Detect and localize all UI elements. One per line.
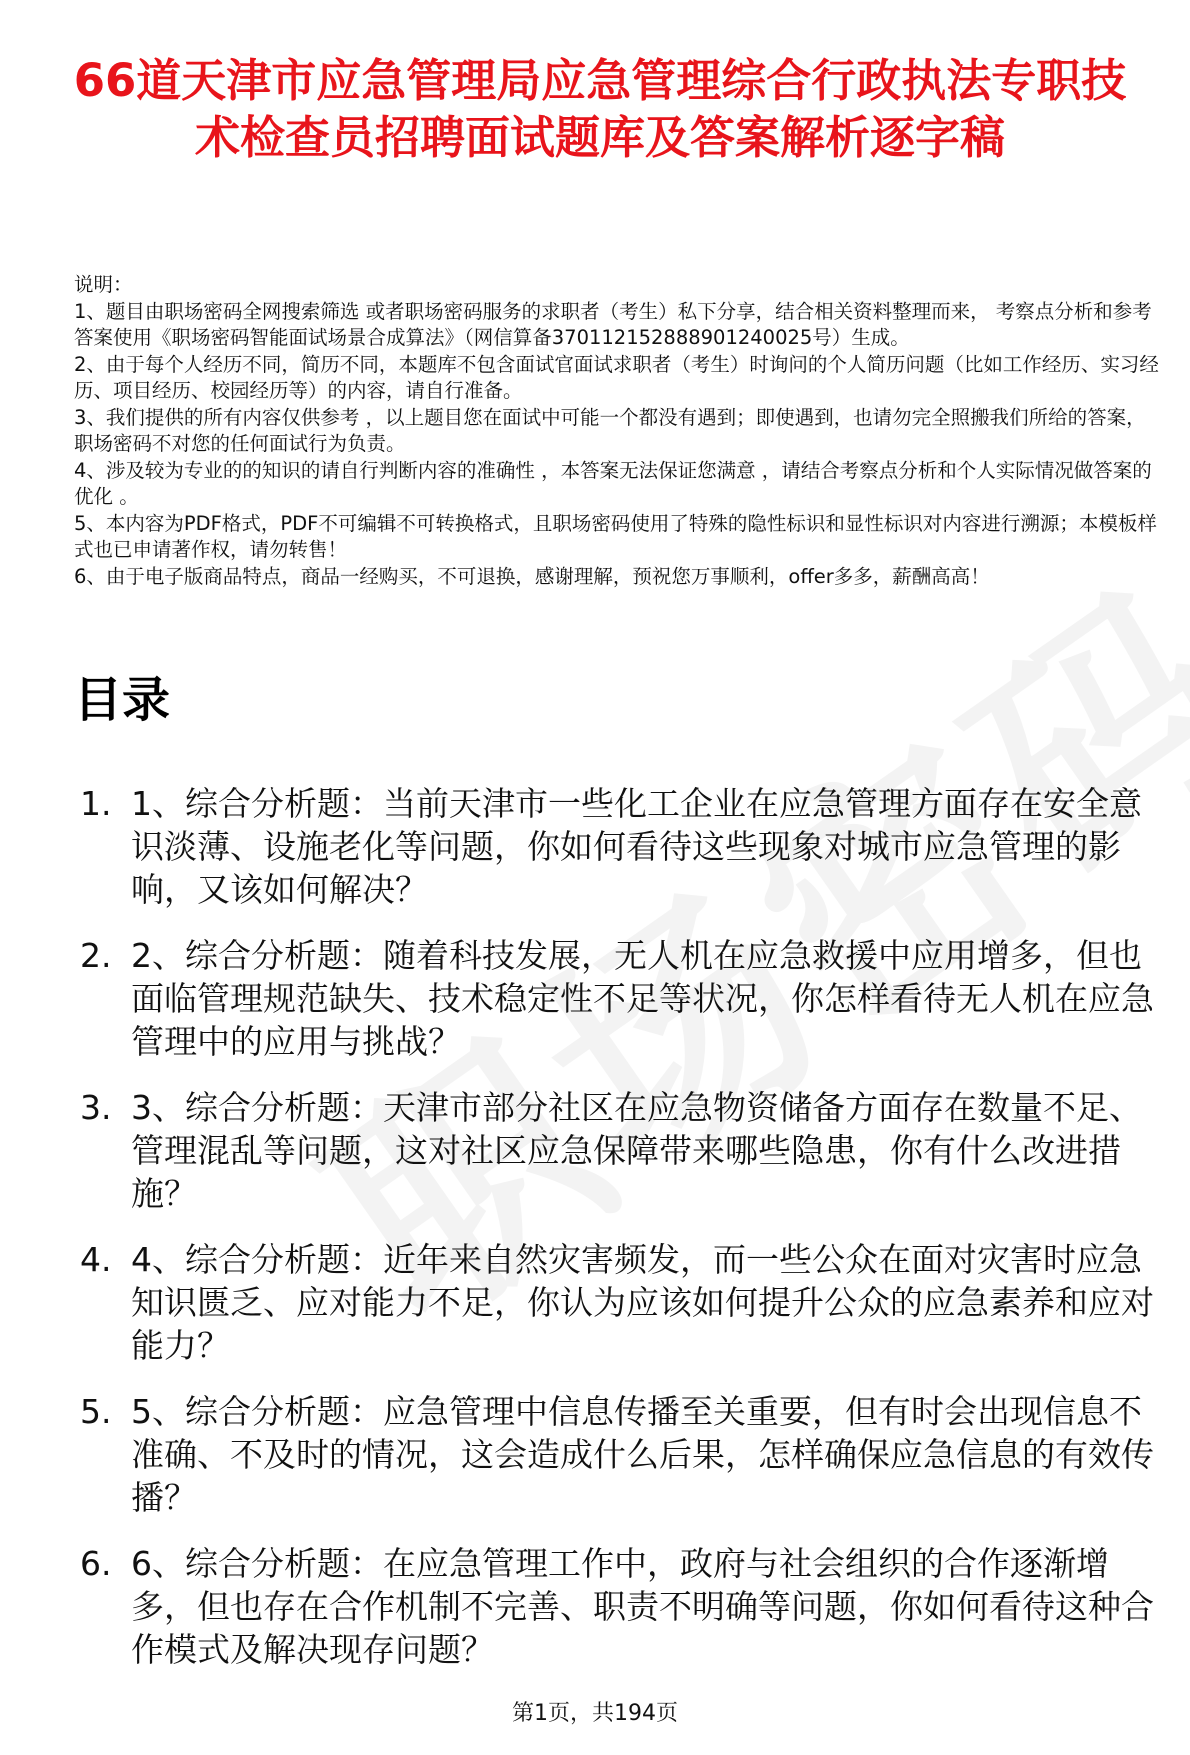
toc-item-text[interactable]: 4、综合分析题：近年来自然灾害频发，而一些公众在面对灾害时应急知识匮乏、应对能力不足，你认为应该如何提升公众的应急素养和应对能力？ — [131, 1240, 1154, 1365]
note-item: 2、由于每个人经历不同，简历不同，本题库不包含面试官面试求职者（考生）时询问的个人简历问题（比如工作经历、实习经历、项目经历、校园经历等）的内容，请自行准备。 — [74, 352, 1159, 402]
note-item: 6、由于电子版商品特点，商品一经购买，不可退换，感谢理解，预祝您万事顺利，offer多多，薪酬高高！ — [74, 564, 990, 588]
toc-item[interactable] — [74, 1390, 1164, 1519]
page-footer: 第1页，共194页 — [512, 1701, 678, 1726]
toc-item[interactable] — [74, 934, 1164, 1063]
toc-list — [74, 782, 1164, 1694]
toc-heading: 目录 — [74, 672, 171, 728]
toc-item[interactable] — [74, 1086, 1164, 1215]
toc-item-text[interactable]: 2、综合分析题：随着科技发展，无人机在应急救援中应用增多，但也面临管理规范缺失、技术稳定性不足等状况，你怎样看待无人机在应急管理中的应用与挑战？ — [131, 936, 1154, 1061]
toc-item-number: 3. — [80, 1088, 112, 1127]
notes-section — [74, 272, 1164, 590]
toc-item[interactable] — [74, 1542, 1164, 1671]
toc-item-text[interactable]: 3、综合分析题：天津市部分社区在应急物资储备方面存在数量不足、管理混乱等问题，这对社区应急保障带来哪些隐患，你有什么改进措施？ — [131, 1088, 1142, 1213]
toc-item-number: 1. — [80, 784, 112, 823]
note-item: 4、涉及较为专业的的知识的请自行判断内容的准确性 ，本答案无法保证您满意 ，请结合考察点分析和个人实际情况做答案的优化 。 — [74, 458, 1152, 508]
toc-item-text[interactable]: 1、综合分析题：当前天津市一些化工企业在应急管理方面存在安全意识淡薄、设施老化等问题，你如何看待这些现象对城市应急管理的影响，又该如何解决？ — [131, 784, 1142, 909]
note-item: 1、题目由职场密码全网搜索筛选 或者职场密码服务的求职者（考生）私下分享，结合相关资料整理而来， 考察点分析和参考答案使用《职场密码智能面试场景合成算法》（网信算备370112152888901240025号）生成。 — [74, 299, 1152, 349]
notes-label: 说明： — [74, 273, 133, 296]
toc-item-number: 5. — [80, 1392, 112, 1431]
document-title: 66道天津市应急管理局应急管理综合行政执法专职技术检查员招聘面试题库及答案解析逐字稿 — [73, 54, 1127, 164]
toc-item[interactable] — [74, 782, 1164, 911]
toc-item-number: 2. — [80, 936, 112, 975]
toc-item-text[interactable]: 5、综合分析题：应急管理中信息传播至关重要，但有时会出现信息不准确、不及时的情况，这会造成什么后果，怎样确保应急信息的有效传播？ — [131, 1392, 1154, 1517]
toc-item[interactable] — [74, 1238, 1164, 1367]
note-item: 3、我们提供的所有内容仅供参考 ，以上题目您在面试中可能一个都没有遇到；即使遇到，也请勿完全照搬我们所给的答案，职场密码不对您的任何面试行为负责。 — [74, 405, 1146, 455]
note-item: 5、本内容为PDF格式，PDF不可编辑不可转换格式，且职场密码使用了特殊的隐性标识和显性标识对内容进行溯源；本模板样式也已申请著作权，请勿转售！ — [74, 511, 1157, 561]
toc-item-text[interactable]: 6、综合分析题：在应急管理工作中，政府与社会组织的合作逐渐增多，但也存在合作机制不完善、职责不明确等问题，你如何看待这种合作模式及解决现存问题？ — [131, 1544, 1154, 1669]
toc-item-number: 6. — [80, 1544, 112, 1583]
toc-item-number: 4. — [80, 1240, 112, 1279]
